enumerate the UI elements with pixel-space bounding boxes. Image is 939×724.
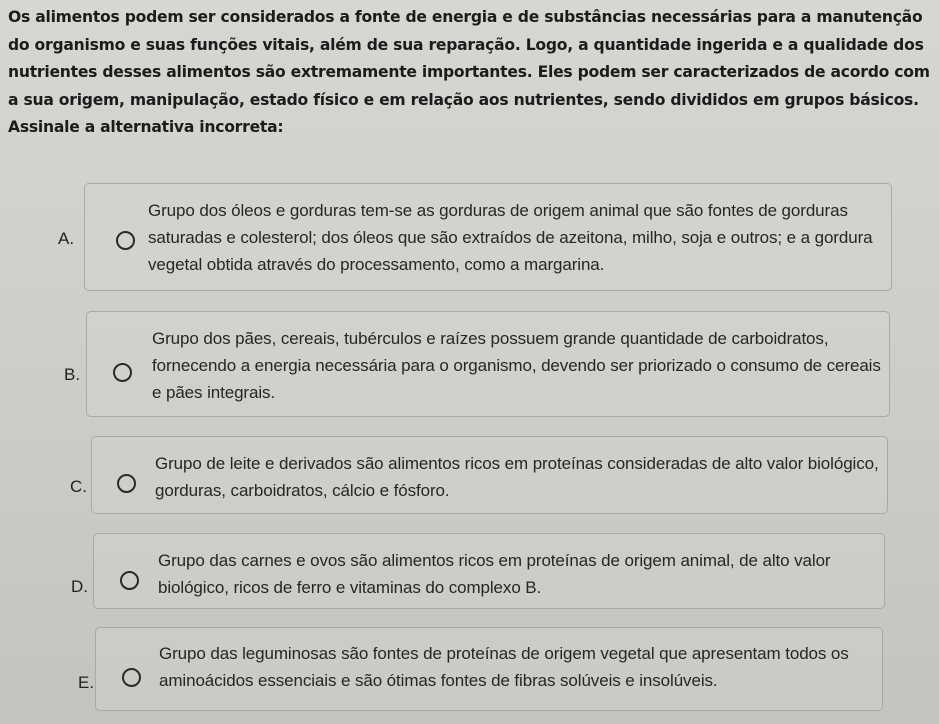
option-b-radio-button[interactable]: [113, 363, 132, 382]
option-e-letter: E.: [78, 673, 95, 692]
option-a[interactable]: [0, 183, 939, 293]
question-text: Os alimentos podem ser considerados a fonte de energia e de substâncias necessárias para a manutenção do organismo e suas funções vitais, além de sua reparação. Logo, a quantidade ingerida e a qualidade dos nutrientes desses alimentos são extremamente importantes. Eles podem ser caracterizados de acordo com a sua origem, manipulação, estado físico e em relação aos nutrientes, sendo divididos em grupos básicos. Assinale a alternativa incorreta:: [8, 8, 930, 136]
option-d-text: Grupo das carnes e ovos são alimentos ricos em proteínas de origem animal, de alto valor biológico, ricos de ferro e vitaminas do complexo B.: [158, 551, 831, 597]
option-d[interactable]: [0, 533, 939, 611]
option-e-text: Grupo das leguminosas são fontes de proteínas de origem vegetal que apresentam todos os aminoácidos essenciais e são ótimas fontes de fibras solúveis e insolúveis.: [159, 644, 849, 690]
option-a-letter: A.: [58, 229, 75, 248]
option-b[interactable]: [0, 311, 939, 419]
option-d-radio-button[interactable]: [120, 571, 139, 590]
option-b-letter: B.: [64, 365, 81, 384]
option-c-letter: C.: [70, 477, 87, 496]
option-d-letter: D.: [71, 577, 88, 596]
option-a-radio-button[interactable]: [116, 231, 135, 250]
option-e[interactable]: [0, 627, 939, 713]
option-c[interactable]: [0, 436, 939, 516]
option-e-radio-button[interactable]: [122, 668, 141, 687]
option-c-text: Grupo de leite e derivados são alimentos ricos em proteínas consideradas de alto valor biológico, gorduras, carboidratos, cálcio e fósforo.: [155, 454, 879, 500]
option-c-radio-button[interactable]: [117, 474, 136, 493]
option-a-text: Grupo dos óleos e gorduras tem-se as gorduras de origem animal que são fontes de gorduras saturadas e colesterol; dos óleos que são extraídos de azeitona, milho, soja e outros; e a gordura vegetal obtida através do processamento, como a margarina.: [148, 201, 873, 274]
option-b-text: Grupo dos pães, cereais, tubérculos e raízes possuem grande quantidade de carboidratos, fornecendo a energia necessária para o organismo, devendo ser priorizado o consumo de cereais e pães integrais.: [152, 329, 881, 402]
